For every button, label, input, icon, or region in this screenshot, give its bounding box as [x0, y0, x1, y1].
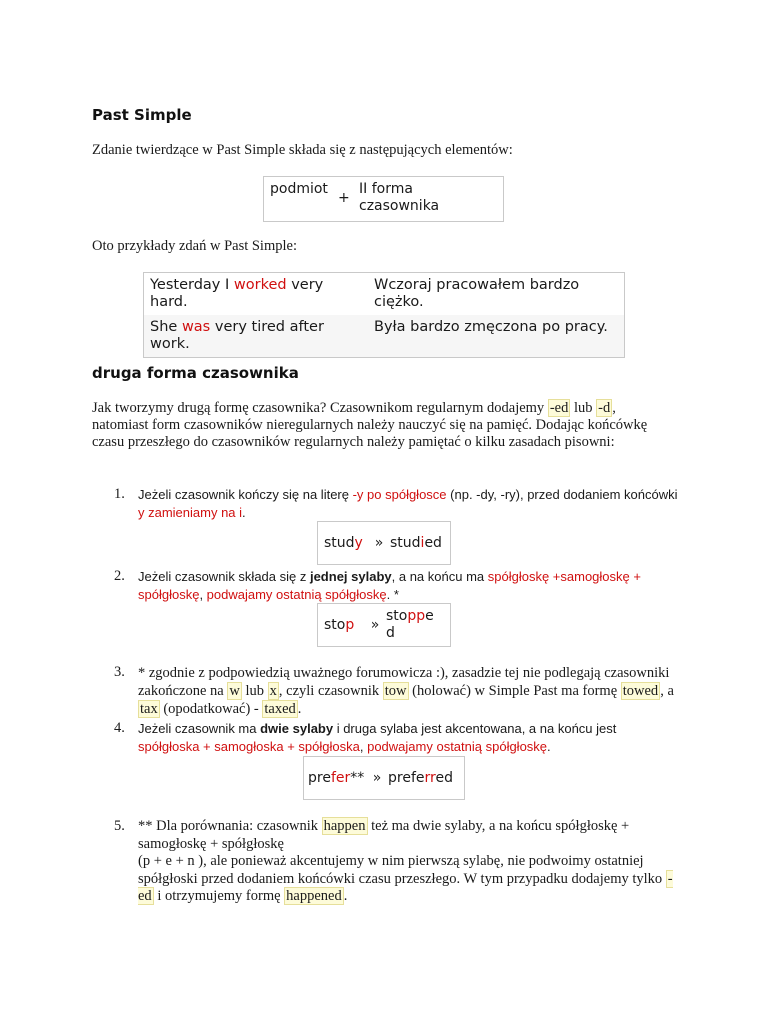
rule-number: 3. — [114, 664, 125, 680]
rule-2-text: Jeżeli czasownik składa się z jednej sylaby, a na końcu ma spółgłoskę +samogłoskę + spółgłoskę, podwajamy ostatnią spółgłoskę. * — [138, 569, 641, 602]
example-box-stop — [317, 603, 451, 647]
base-word: study — [324, 534, 363, 551]
intro-text: Zdanie twierdzące w Past Simple składa się z następujących elementów: — [92, 142, 513, 158]
examples-table — [143, 272, 625, 358]
page-title: Past Simple — [92, 106, 192, 124]
example-verb: worked — [233, 277, 287, 293]
rule-number: 1. — [114, 486, 125, 502]
rule-number: 2. — [114, 568, 125, 584]
past-word: stopped — [386, 608, 434, 641]
arrow-icon: » — [370, 617, 380, 633]
example-pl: Była bardzo zmęczona po pracy. — [368, 315, 624, 357]
base-word: stop — [324, 616, 355, 633]
suffix-ed: -ed — [549, 400, 569, 416]
formula-verb: II forma czasownika — [359, 181, 440, 214]
section-title: druga forma czasownika — [92, 364, 299, 382]
arrow-icon: » — [374, 535, 384, 551]
base-word: prefer** — [308, 769, 365, 786]
formula-subject: podmiot — [270, 181, 328, 197]
rule-5-text: ** Dla porównania: czasownik happen też ma dwie sylaby, a na końcu spółgłoskę + samogłoskę + spółgłoskę (p + e + n ), ale ponieważ akcentujemy w nim pierwszą sylabę, nie podwoimy ostatniej spółgłoski przed dodaniem końcówki czasu przeszłego. W tym przypadku dodajemy tylko -ed i otrzymujemy formę happened . — [138, 818, 673, 904]
example-box-prefer — [303, 756, 465, 800]
example-row — [144, 273, 624, 315]
examples-intro: Oto przykłady zdań w Past Simple: — [92, 238, 297, 254]
example-verb: was — [181, 319, 211, 335]
rule-1-text: Jeżeli czasownik kończy się na literę -y po spółgłosce (np. -dy, -ry), przed dodaniem końcówki y zamieniamy na i. — [138, 487, 678, 520]
rule-number: 4. — [114, 720, 125, 736]
suffix-d: -d — [598, 400, 611, 416]
past-word: studied — [390, 534, 442, 551]
formula-box — [263, 176, 504, 222]
rule-3-text: * zgodnie z podpowiedzią uważnego forumowicza :), zasadzie tej nie podlegają czasowniki zakończone na w lub x , czyli czasownik tow (holować) w Simple Past ma formę towed , a tax (opodatkować) - taxed . — [138, 665, 674, 717]
example-row — [144, 315, 624, 357]
rules-intro-paragraph: Jak tworzymy drugą formę czasownika? Czasownikom regularnym dodajemy -ed lub -d , natomiast form czasowników nieregularnych należy nauczyć się na pamięć. Dodając końcówkę czasu przeszłego do czasowników regularnych należy pamiętać o kilku zasadach pisowni: — [92, 400, 648, 450]
past-word: preferred — [388, 769, 453, 786]
formula-plus: + — [338, 190, 350, 206]
example-pl: Wczoraj pracowałem bardzo ciężko. — [374, 277, 580, 310]
example-en: She was very tired after work. — [144, 315, 368, 357]
example-en: Yesterday I worked very hard. — [150, 277, 324, 310]
example-box-study — [317, 521, 451, 565]
rule-4-text: Jeżeli czasownik ma dwie sylaby i druga sylaba jest akcentowana, a na końcu jest spółgłoska + samogłoska + spółgłoska, podwajamy ostatnią spółgłoskę. — [138, 721, 617, 754]
arrow-icon: » — [372, 770, 382, 786]
rule-number: 5. — [114, 818, 125, 834]
